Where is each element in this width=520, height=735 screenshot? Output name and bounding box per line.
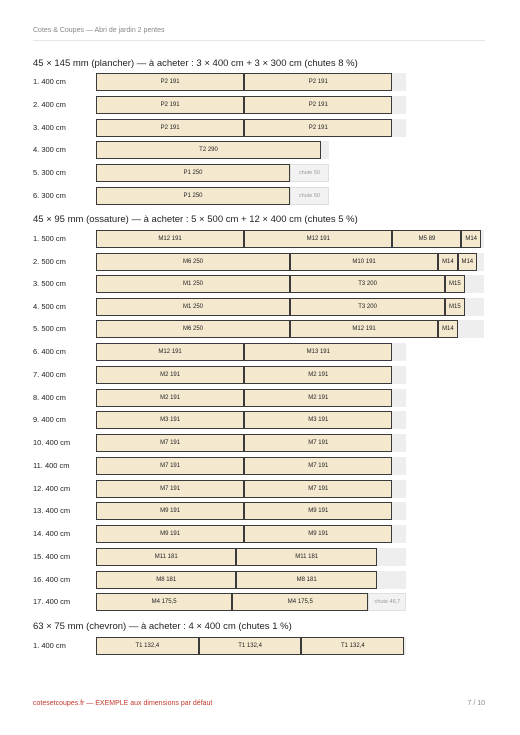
board-label: 6. 300 cm — [33, 191, 66, 200]
board-label: 15. 400 cm — [33, 552, 71, 561]
cut-piece: T1 132,4 — [199, 637, 302, 655]
board-bar — [96, 411, 406, 429]
board-label: 2. 400 cm — [33, 100, 66, 109]
board-label: 10. 400 cm — [33, 438, 71, 447]
cut-piece: M2 191 — [96, 366, 244, 384]
cut-piece: M13 191 — [244, 343, 392, 361]
board-label: 3. 400 cm — [33, 123, 66, 132]
board-label: 5. 500 cm — [33, 324, 66, 333]
section-title: 45 × 145 mm (plancher) — à acheter : 3 × 400 cm + 3 × 300 cm (chutes 8 %) — [33, 58, 358, 69]
cut-piece: M12 191 — [96, 230, 244, 248]
cut-piece: M7 191 — [96, 457, 244, 475]
cut-piece: M14 — [461, 230, 480, 248]
board-label: 3. 500 cm — [33, 279, 66, 288]
page-number: 7 / 10 — [467, 700, 485, 707]
cut-piece: M12 191 — [96, 343, 244, 361]
cut-piece: M14 — [438, 253, 457, 271]
board-row — [33, 571, 488, 589]
board-bar — [96, 525, 406, 543]
board-bar — [96, 502, 406, 520]
cut-piece: M6 250 — [96, 253, 290, 271]
cut-piece: M14 — [458, 253, 477, 271]
board-label: 5. 300 cm — [33, 168, 66, 177]
cut-piece: M4 175,5 — [232, 593, 368, 611]
board-label: 12. 400 cm — [33, 484, 71, 493]
board-label: 8. 400 cm — [33, 393, 66, 402]
cut-piece: M11 181 — [96, 548, 236, 566]
board-row — [33, 298, 488, 316]
cut-piece: M9 191 — [244, 525, 392, 543]
cut-piece: P2 191 — [96, 73, 244, 91]
cut-piece: M6 250 — [96, 320, 290, 338]
board-bar — [96, 96, 406, 114]
section-title: 45 × 95 mm (ossature) — à acheter : 5 × 500 cm + 12 × 400 cm (chutes 5 %) — [33, 214, 358, 225]
cut-piece: M1 250 — [96, 298, 290, 316]
board-bar — [96, 187, 329, 205]
cut-piece: T2 290 — [96, 141, 321, 159]
cut-piece: M10 191 — [290, 253, 438, 271]
cut-piece: M12 191 — [244, 230, 392, 248]
cut-piece: P2 191 — [244, 73, 392, 91]
board-bar — [96, 119, 406, 137]
board-row — [33, 164, 488, 182]
offcut-waste: chute 50 — [290, 164, 329, 182]
board-label: 6. 400 cm — [33, 347, 66, 356]
cut-piece: M14 — [438, 320, 457, 338]
cut-piece: M2 191 — [244, 366, 392, 384]
page-header: Cotes & Coupes — Abri de jardin 2 pentes — [33, 27, 485, 41]
board-label: 9. 400 cm — [33, 415, 66, 424]
board-bar — [96, 389, 406, 407]
board-bar — [96, 230, 484, 248]
board-label: 17. 400 cm — [33, 597, 71, 606]
cut-piece: M8 181 — [236, 571, 376, 589]
cut-piece: T3 200 — [290, 275, 445, 293]
board-row — [33, 119, 488, 137]
board-bar — [96, 275, 484, 293]
board-row — [33, 502, 488, 520]
board-row — [33, 457, 488, 475]
board-bar — [96, 164, 329, 182]
board-bar — [96, 366, 406, 384]
section-title: 63 × 75 mm (chevron) — à acheter : 4 × 400 cm (chutes 1 %) — [33, 621, 292, 632]
board-bar — [96, 298, 484, 316]
cut-piece: M15 — [445, 298, 464, 316]
cut-piece: M1 250 — [96, 275, 290, 293]
offcut-waste: chute 46,7 — [368, 593, 406, 611]
board-row — [33, 411, 488, 429]
board-row — [33, 73, 488, 91]
offcut-waste: chute 50 — [290, 187, 329, 205]
cut-piece: T1 132,4 — [96, 637, 199, 655]
board-row — [33, 320, 488, 338]
cut-piece: T1 132,4 — [301, 637, 404, 655]
board-label: 11. 400 cm — [33, 461, 70, 470]
board-bar — [96, 343, 406, 361]
board-bar — [96, 480, 406, 498]
board-bar — [96, 73, 406, 91]
board-bar — [96, 548, 406, 566]
cut-piece: M2 191 — [96, 389, 244, 407]
board-bar — [96, 457, 406, 475]
cut-piece: M12 191 — [290, 320, 438, 338]
board-row — [33, 366, 488, 384]
board-row — [33, 434, 488, 452]
cut-piece: M4 175,5 — [96, 593, 232, 611]
board-bar — [96, 434, 406, 452]
board-bar — [96, 253, 484, 271]
board-row — [33, 230, 488, 248]
board-bar — [96, 141, 329, 159]
cut-piece: M7 191 — [244, 480, 392, 498]
board-label: 1. 500 cm — [33, 234, 66, 243]
cut-piece: P2 191 — [96, 96, 244, 114]
board-label: 4. 500 cm — [33, 302, 66, 311]
board-row — [33, 343, 488, 361]
board-bar — [96, 320, 484, 338]
cut-piece: P2 191 — [244, 119, 392, 137]
board-row — [33, 525, 488, 543]
cut-piece: T3 200 — [290, 298, 445, 316]
board-label: 14. 400 cm — [33, 529, 71, 538]
footer-site-note[interactable]: cotesetcoupes.fr — EXEMPLE aux dimensions par défaut — [33, 700, 213, 707]
cut-piece: M3 191 — [96, 411, 244, 429]
cut-piece: M3 191 — [244, 411, 392, 429]
board-label: 1. 400 cm — [33, 641, 66, 650]
cut-piece: M8 181 — [96, 571, 236, 589]
board-row — [33, 637, 488, 655]
cut-piece: M15 — [445, 275, 464, 293]
cut-piece: M7 191 — [96, 480, 244, 498]
cut-piece: M9 191 — [96, 525, 244, 543]
board-row — [33, 275, 488, 293]
board-row — [33, 96, 488, 114]
board-row — [33, 141, 488, 159]
board-row — [33, 187, 488, 205]
board-label: 2. 500 cm — [33, 257, 66, 266]
cut-piece: P2 191 — [244, 96, 392, 114]
cut-piece: M9 191 — [96, 502, 244, 520]
board-row — [33, 389, 488, 407]
cut-piece: M7 191 — [96, 434, 244, 452]
board-bar — [96, 593, 406, 611]
board-label: 7. 400 cm — [33, 370, 66, 379]
cut-piece: P1 250 — [96, 164, 290, 182]
cut-piece: P2 191 — [96, 119, 244, 137]
board-label: 13. 400 cm — [33, 506, 71, 515]
cut-piece: M11 181 — [236, 548, 376, 566]
board-row — [33, 480, 488, 498]
board-row — [33, 593, 488, 611]
cut-piece: M9 191 — [244, 502, 392, 520]
cut-piece: M7 191 — [244, 457, 392, 475]
board-row — [33, 253, 488, 271]
board-row — [33, 548, 488, 566]
board-label: 16. 400 cm — [33, 575, 71, 584]
board-label: 4. 300 cm — [33, 145, 66, 154]
board-bar — [96, 637, 406, 655]
cut-piece: M7 191 — [244, 434, 392, 452]
board-bar — [96, 571, 406, 589]
cut-piece: M2 191 — [244, 389, 392, 407]
cut-piece: M5 89 — [392, 230, 461, 248]
board-label: 1. 400 cm — [33, 77, 66, 86]
cut-piece: P1 250 — [96, 187, 290, 205]
